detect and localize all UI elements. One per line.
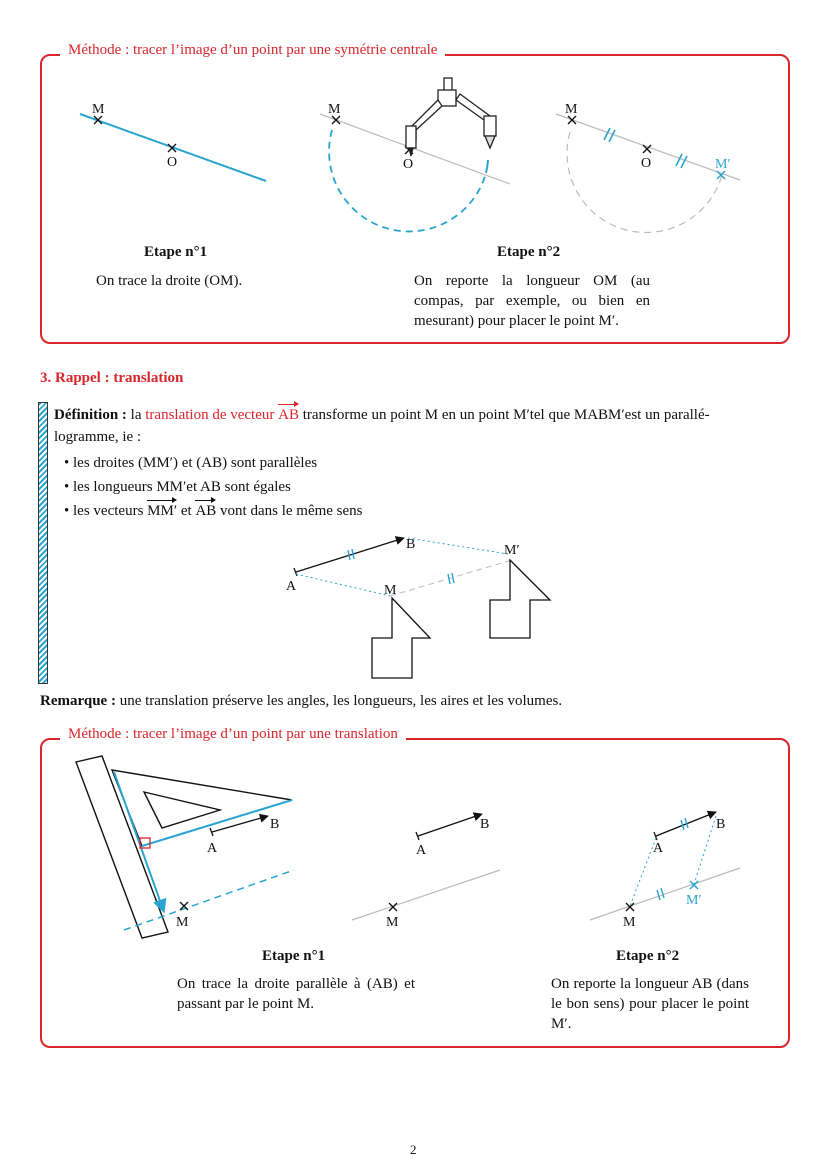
vector-ab: AB bbox=[195, 500, 216, 522]
step2-title-translation: Etape n°2 bbox=[616, 948, 680, 964]
label-b: B bbox=[406, 537, 416, 552]
definition-rest1: transforme un point M en un point M′tel que MABM′est un parallé- bbox=[302, 407, 710, 423]
step2-title-symmetry: Etape n°2 bbox=[497, 244, 561, 260]
label-mprime-def: M′ bbox=[504, 543, 520, 558]
label-m-1: M bbox=[176, 915, 189, 930]
definition-pre: la bbox=[130, 407, 142, 423]
vector-ab-arrow bbox=[296, 538, 404, 572]
label-mprime: M′ bbox=[715, 157, 731, 172]
grey-parallel-2 bbox=[352, 870, 500, 920]
definition-line1 bbox=[54, 404, 794, 426]
point-m-cross-2 bbox=[332, 116, 340, 124]
grey-mm bbox=[390, 560, 512, 596]
definition-term: translation de vecteur bbox=[145, 407, 275, 423]
remark-text: une translation préserve les angles, les longueurs, les aires et les volumes. bbox=[119, 693, 563, 709]
step1-title-symmetry: Etape n°1 bbox=[144, 244, 208, 260]
label-a-1: A bbox=[207, 841, 218, 856]
definition-hatch-bar bbox=[38, 402, 48, 684]
section-title-translation: 3. Rappel : translation bbox=[40, 370, 184, 386]
tick-mark-2 bbox=[676, 154, 687, 168]
translation-figure bbox=[280, 530, 580, 690]
dotted-bmp bbox=[408, 538, 508, 554]
ruler-icon bbox=[76, 756, 168, 938]
label-m-3: M bbox=[623, 915, 636, 930]
shape-image bbox=[490, 560, 550, 638]
translation-method-figures bbox=[40, 740, 786, 940]
dotted-am bbox=[296, 574, 390, 596]
grey-parallel-3 bbox=[590, 868, 740, 920]
vector-ab-3 bbox=[656, 812, 716, 836]
step1-text-translation: On trace la droite parallèle à (AB) et passant par le point M. bbox=[177, 976, 415, 1012]
bullet-2: • les longueurs MM′et AB sont égales bbox=[64, 479, 291, 495]
label-m-def: M bbox=[384, 583, 397, 598]
label-b-3: B bbox=[716, 817, 726, 832]
step1-title-translation: Etape n°1 bbox=[262, 948, 326, 964]
step2-text-symmetry: On reporte la longueur OM (au compas, par exemple, ou bien en mesurant) pour placer le point M′. bbox=[414, 273, 650, 329]
point-m-cross-3 bbox=[568, 116, 576, 124]
label-o: O bbox=[167, 155, 178, 170]
remark bbox=[40, 690, 562, 712]
tick-mark-1 bbox=[604, 128, 615, 142]
label-m-2: M bbox=[328, 102, 341, 117]
label-m-2: M bbox=[386, 915, 399, 930]
symmetry-figures bbox=[40, 60, 786, 240]
vector-ab-1 bbox=[212, 816, 268, 832]
definition-label: Définition : bbox=[54, 407, 127, 423]
definition-line2: logramme, ie : bbox=[54, 429, 142, 445]
label-mprime-3: M′ bbox=[686, 893, 702, 908]
method-title-translation: Méthode : tracer l’image d’un point par une translation bbox=[60, 726, 406, 743]
definition-vector: AB bbox=[278, 404, 299, 426]
vector-ab-2 bbox=[418, 814, 482, 836]
bullet-3: • les vecteurs MM′ et AB vont dans le même sens bbox=[64, 500, 363, 522]
shape-original bbox=[372, 598, 430, 678]
label-a-2: A bbox=[416, 843, 427, 858]
label-m-3: M bbox=[565, 102, 578, 117]
bullet-1: • les droites (MM′) et (AB) sont parallèles bbox=[64, 455, 318, 471]
label-o-3: O bbox=[641, 156, 652, 171]
label-b-2: B bbox=[480, 817, 490, 832]
page-number: 2 bbox=[410, 1142, 417, 1157]
label-m: M bbox=[92, 102, 105, 117]
step1-text-symmetry: On trace la droite (OM). bbox=[96, 273, 243, 289]
compass-icon bbox=[406, 78, 496, 156]
remark-label: Remarque : bbox=[40, 693, 116, 709]
label-a-3: A bbox=[653, 841, 664, 856]
vector-mm: MM′ bbox=[147, 500, 177, 522]
label-a: A bbox=[286, 579, 297, 594]
method-title-symmetry: Méthode : tracer l’image d’un point par une symétrie centrale bbox=[60, 42, 445, 59]
label-o-2: O bbox=[403, 157, 414, 172]
label-b-1: B bbox=[270, 817, 280, 832]
step2-text-translation: On reporte la longueur AB (dans le bon sens) pour placer le point M′. bbox=[551, 976, 749, 1032]
